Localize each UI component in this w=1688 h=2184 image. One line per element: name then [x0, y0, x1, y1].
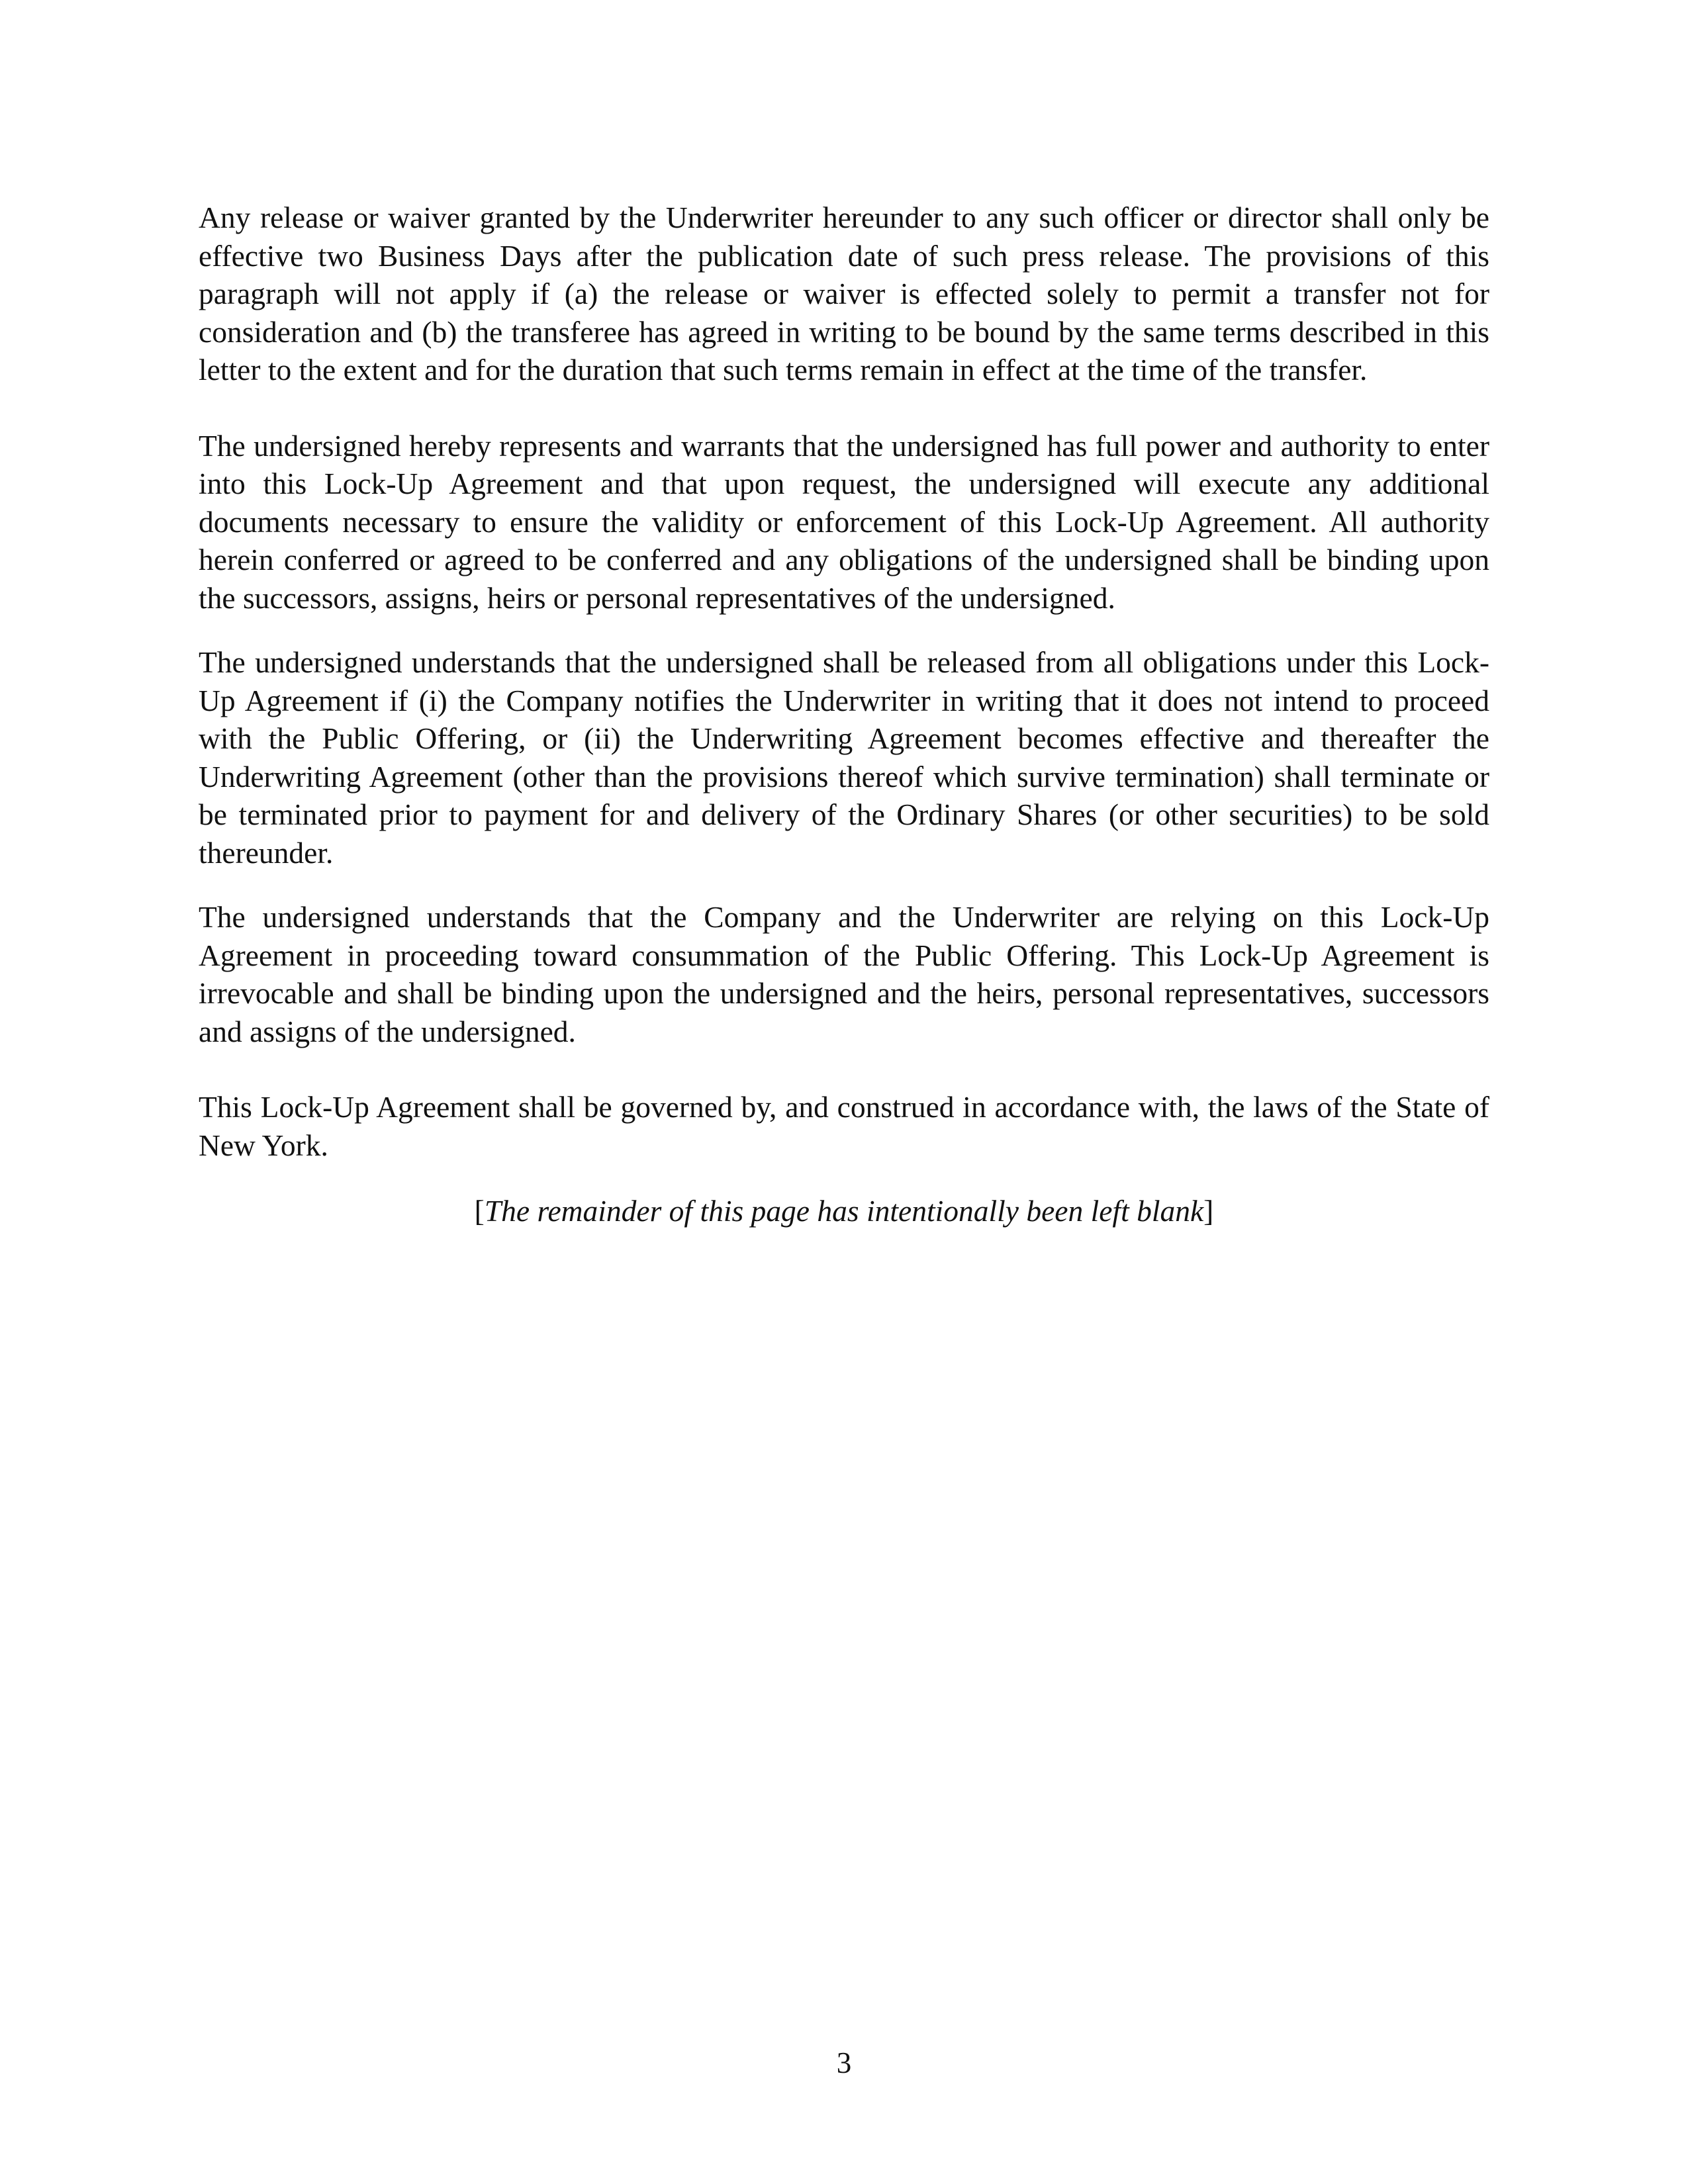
note-close-bracket: ]	[1203, 1194, 1214, 1228]
note-text: The remainder of this page has intentionally been left blank	[484, 1194, 1204, 1228]
paragraph-governing-law: This Lock-Up Agreement shall be governed by, and construed in accordance with, the laws of the State of New York.	[199, 1090, 1489, 1162]
paragraph-representations: The undersigned hereby represents and warrants that the undersigned has full power and authority to enter into this Lock-Up Agreement and that upon request, the undersigned will execute any additional documents necessary to ensure the validity or enforcement of this Lock-Up Agreement. All authority herein conferred or agreed to be conferred and any obligations of the undersigned shall be binding upon the successors, assigns, heirs or personal representatives of the undersigned.	[199, 428, 1489, 615]
paragraph-release-waiver: Any release or waiver granted by the Underwriter hereunder to any such officer or director shall only be effective two Business Days after the publication date of such press release. The provisions of this paragraph will not apply if (a) the release or waiver is effected solely to permit a transfer not for consideration and (b) the transferee has agreed in writing to be bound by the same terms described in this letter to the extent and for the duration that such terms remain in effect at the time of the transfer.	[199, 201, 1489, 387]
note-open-bracket: [	[474, 1194, 485, 1228]
page-number: 3	[836, 2046, 852, 2079]
document-body	[199, 199, 1489, 1230]
paragraph-release-obligations: The undersigned understands that the undersigned shall be released from all obligations under this Lock-Up Agreement if (i) the Company notifies the Underwriter in writing that it does not intend to proceed with the Public Offering, or (ii) the Underwriting Agreement becomes effective and thereafter the Underwriting Agreement (other than the provisions thereof which survive termination) shall terminate or be terminated prior to payment for and delivery of the Ordinary Shares (or other securities) to be sold thereunder.	[199, 645, 1489, 870]
blank-page-note	[199, 1192, 1489, 1230]
paragraph-reliance: The undersigned understands that the Company and the Underwriter are relying on this Lock-Up Agreement in proceeding toward consummation of the Public Offering. This Lock-Up Agreement is irrevocable and shall be binding upon the undersigned and the heirs, personal representatives, successors and assigns of the undersigned.	[199, 900, 1489, 1048]
